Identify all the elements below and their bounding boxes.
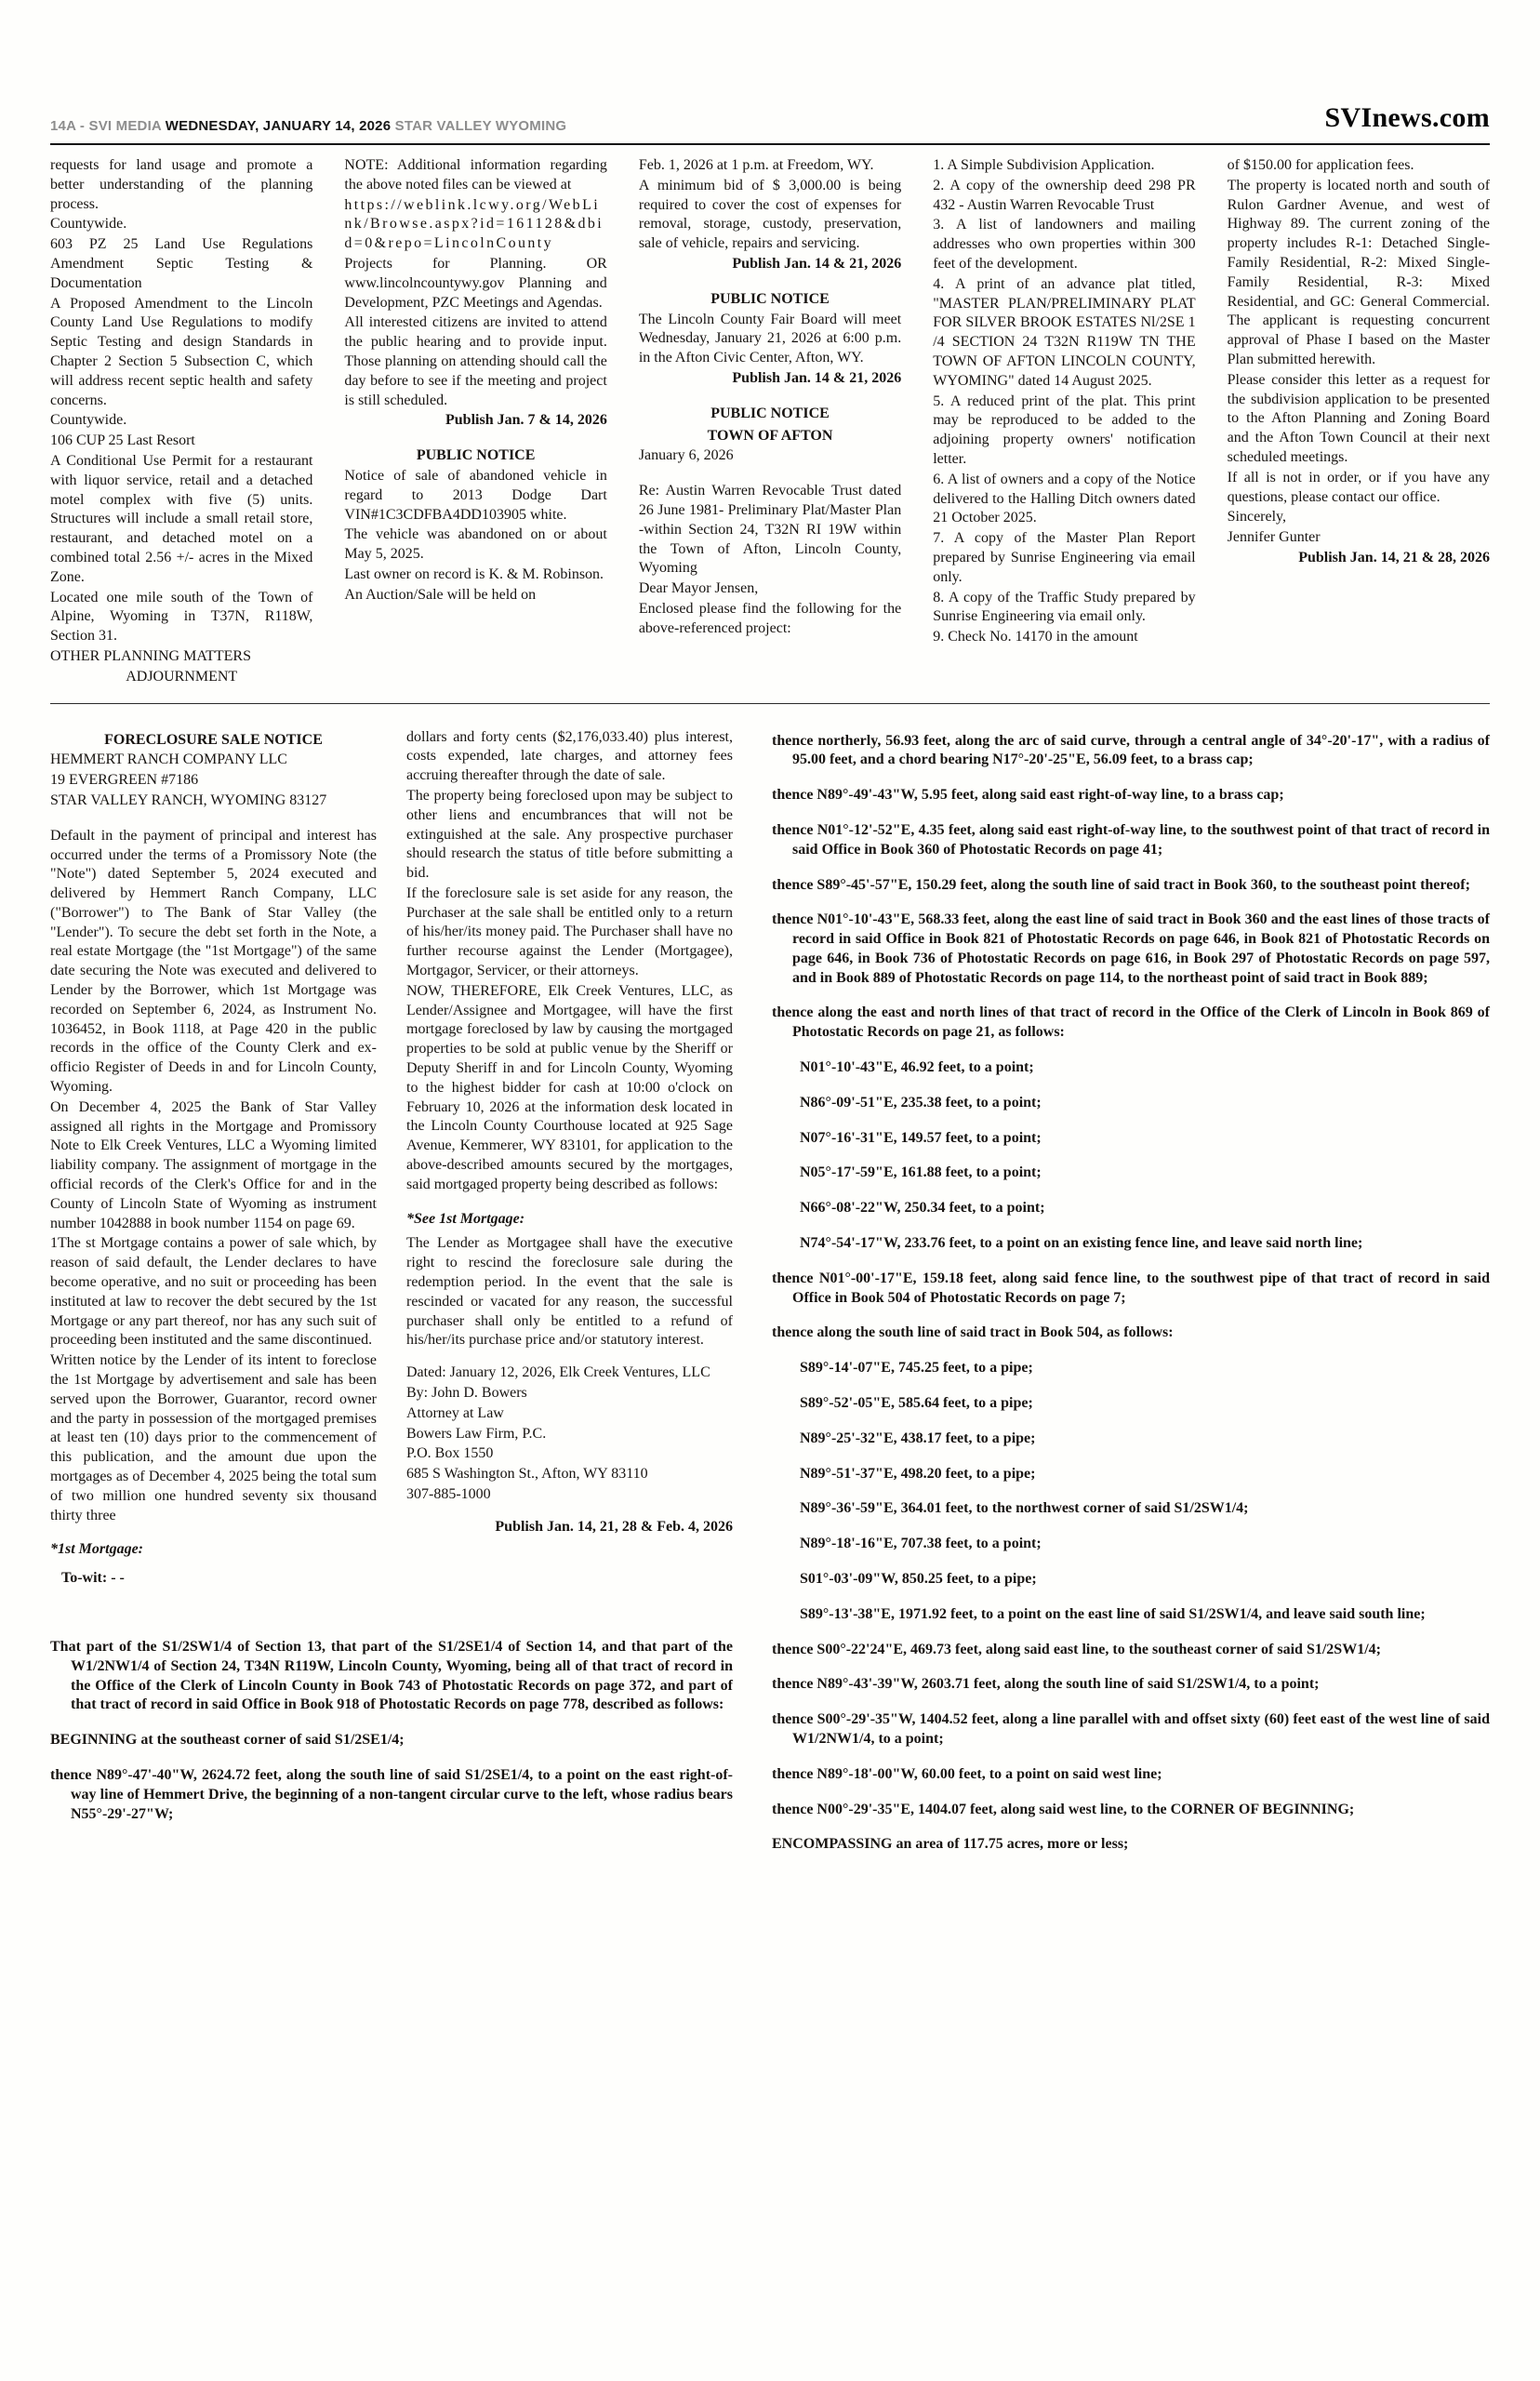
paragraph: 3. A list of landowners and mailing addresses who own properties within 300 feet of the development.: [933, 217, 1196, 272]
foreclosure-column-2: [406, 728, 733, 1590]
paragraph: A minimum bid of $ 3,000.00 is being required to cover the cost of expenses for removal, storage, custody, preservation, sale of vehicle, repairs and servicing.: [638, 177, 902, 252]
legal-description-line: N89°-36'-59"E, 364.01 feet, to the northwest corner of said S1/2SW1/4;: [800, 1500, 1249, 1517]
legal-description-line: S01°-03'-09"W, 850.25 feet, to a pipe;: [800, 1571, 1037, 1588]
issue-date: WEDNESDAY, JANUARY 14, 2026: [165, 118, 392, 134]
legal-description-left-block: [50, 1638, 733, 1824]
publish-line: Publish Jan. 7 & 14, 2026: [445, 412, 607, 429]
page-header: [50, 0, 1490, 134]
paragraph: The vehicle was abandoned on or about May 5, 2025.: [344, 526, 607, 563]
page-number-label: 14A - SVI MEDIA: [50, 118, 162, 134]
legal-description-line: thence S00°-29'-35"W, 1404.52 feet, along a line parallel with and offset sixty (60) feet east of the west line of said W1/2NW1/4, to a point;: [772, 1711, 1490, 1748]
paragraph: ADJOURNMENT: [126, 668, 238, 685]
paragraph: OTHER PLANNING MATTERS: [50, 647, 251, 664]
notice-url: https://weblink.lcwy.org/WebLink/Browse.aspx?id=161128&dbid=0&repo=LincolnCounty: [344, 196, 604, 252]
paragraph: Feb. 1, 2026 at 1 p.m. at Freedom, WY.: [638, 157, 874, 173]
notice-column-4: [933, 156, 1195, 688]
paragraph: 106 CUP 25 Last Resort: [50, 432, 195, 449]
paragraph: 307-885-1000: [406, 1486, 491, 1502]
paragraph: Projects for Planning. OR www.lincolncountywy.gov Planning and Development, PZC Meetings and Agendas.: [344, 255, 607, 311]
publish-line: Publish Jan. 14 & 21, 2026: [732, 369, 902, 386]
paragraph: The property being foreclosed upon may be subject to other liens and encumbrances that will not be extinguished at the sale. Any prospective purchaser should research the status of title before submitting a bid.: [406, 787, 733, 882]
legal-description-line: N89°-25'-32"E, 438.17 feet, to a pipe;: [800, 1430, 1036, 1446]
paragraph: Enclosed please find the following for the above-referenced project:: [638, 600, 902, 636]
paragraph: An Auction/Sale will be held on: [344, 586, 537, 603]
mortgage-reference-label: *1st Mortgage:: [50, 1541, 143, 1558]
legal-description-line: thence N89°-49'-43"W, 5.95 feet, along said east right-of-way line, to a brass cap;: [772, 787, 1284, 804]
legal-description-line: thence N01°-00'-17"E, 159.18 feet, along said fence line, to the southwest pipe of that tract of record in said Office in Book 504 of Photostatic Records on page 7;: [772, 1270, 1490, 1306]
paragraph: January 6, 2026: [638, 447, 734, 464]
publish-line: Publish Jan. 14, 21, 28 & Feb. 4, 2026: [495, 1518, 733, 1535]
legal-description-line: thence along the south line of said tract in Book 504, as follows:: [772, 1324, 1174, 1341]
paragraph: Attorney at Law: [406, 1404, 504, 1421]
paragraph: P.O. Box 1550: [406, 1445, 494, 1462]
legal-description-line: thence N01°-12'-52"E, 4.35 feet, along said east right-of-way line, to the southwest point of that tract of record in said Office in Book 360 of Photostatic Records on page 41;: [772, 821, 1490, 858]
paragraph: Countywide.: [50, 412, 127, 429]
legal-description-line: thence N89°-47'-40"W, 2624.72 feet, along the south line of said S1/2SE1/4, to a point on the east right-of-way line of Hemmert Drive, the beginning of a non-tangent circular curve to the left, whose radius bears N55°-29'-27"W;: [50, 1766, 733, 1822]
legal-description-line: S89°-13'-38"E, 1971.92 feet, to a point on the east line of said S1/2SW1/4, and leave said south line;: [800, 1605, 1426, 1622]
paragraph: Jennifer Gunter: [1227, 529, 1321, 546]
paragraph: 6. A list of owners and a copy of the Notice delivered to the Halling Ditch owners dated 21 October 2025.: [933, 471, 1196, 526]
legal-description-line: N66°-08'-22"W, 250.34 feet, to a point;: [800, 1200, 1045, 1217]
paragraph: Dear Mayor Jensen,: [638, 580, 759, 597]
notice-column-3: [639, 156, 901, 688]
to-wit-label: To-wit: - -: [61, 1570, 125, 1587]
paragraph: A Conditional Use Permit for a restaurant with liquor service, retail and a detached motel complex with five (5) units. Structures will include a small retail store, restaurant, and detached motel on a combined total 2.56 +/- acres in the Mixed Zone.: [50, 452, 313, 585]
paragraph: If all is not in order, or if you have any questions, please contact our office.: [1227, 469, 1491, 505]
paragraph: Bowers Law Firm, P.C.: [406, 1425, 547, 1442]
legal-description-line: N89°-51'-37"E, 498.20 feet, to a pipe;: [800, 1465, 1036, 1482]
legal-description-line: thence S00°-22'24"E, 469.73 feet, along said east line, to the southeast corner of said S1/2SW1/4;: [772, 1641, 1381, 1657]
paragraph: 4. A print of an advance plat titled, "MASTER PLAN/PRELIMINARY PLAT FOR SILVER BROOK ESTATES Nl/2SE 1 /4 SECTION 24 T32N R119W TN THE TOWN OF AFTON LINCOLN COUNTY, WYOMING" dated 14 August 2025.: [933, 275, 1196, 389]
paragraph: Notice of sale of abandoned vehicle in regard to 2013 Dodge Dart VIN#1C3CDFBA4DD103905 white.: [344, 467, 607, 523]
paragraph: Last owner on record is K. & M. Robinson.: [344, 565, 604, 582]
paragraph: 2. A copy of the ownership deed 298 PR 432 - Austin Warren Revocable Trust: [933, 177, 1196, 213]
paragraph: The property is located north and south of Rulon Gardner Avenue, and west of Highway 89. The current zoning of the property includes R-1: Detached Single-Family Residential, R-2: Mixed Single-Family Residential, R-3: Mixed Residential, and GC: General Commercial. The applicant is requesting concurrent approval of Phase I based on the Master Plan submitted herewith.: [1227, 177, 1491, 367]
paragraph: 1The st Mortgage contains a power of sale which, by reason of said default, the Lender declares to have become operative, and no suit or proceeding has been instituted at law to recover the debt secured by the 1st Mortgage or any part thereof, nor has any such suit of proceeding been instituted and the same discontinued.: [50, 1235, 377, 1349]
legal-description-line: That part of the S1/2SW1/4 of Section 13, that part of the S1/2SE1/4 of Section 14, and that part of the W1/2NW1/4 of Section 24, T34N R119W, Lincoln County, Wyoming, being all of that tract of record in the Office of the Clerk of Lincoln County in Book 743 of Photostatic Records on page 372, and part of that tract of record in said Office in Book 918 of Photostatic Records on page 778, described as follows:: [50, 1638, 733, 1713]
paragraph: 8. A copy of the Traffic Study prepared by Sunrise Engineering via email only.: [933, 589, 1196, 625]
region-name: STAR VALLEY WYOMING: [394, 118, 567, 134]
legal-description-line: N89°-18'-16"E, 707.38 feet, to a point;: [800, 1536, 1042, 1552]
legal-description-right-block: [772, 728, 1490, 1871]
notice-column-1: [50, 156, 312, 688]
legal-description-line: thence N89°-43'-39"W, 2603.71 feet, along the south line of said S1/2SW1/4, to a point;: [772, 1676, 1320, 1693]
legal-description-line: N07°-16'-31"E, 149.57 feet, to a point;: [800, 1129, 1042, 1146]
paragraph: By: John D. Bowers: [406, 1385, 527, 1402]
paragraph: Dated: January 12, 2026, Elk Creek Ventures, LLC: [406, 1364, 710, 1381]
public-notices-section: [50, 145, 1490, 688]
foreclosure-columns: [50, 728, 733, 1590]
mortgage-reference-label: *See 1st Mortgage:: [406, 1210, 525, 1227]
paragraph: 5. A reduced print of the plat. This print may be reproduced to be added to the adjoining property owners' notification letter.: [933, 392, 1196, 467]
legal-description-line: thence S89°-45'-57"E, 150.29 feet, along the south line of said tract in Book 360, to the southeast point thereof;: [772, 876, 1470, 893]
legal-description-line: ENCOMPASSING an area of 117.75 acres, more or less;: [772, 1836, 1129, 1853]
notice-heading: PUBLIC NOTICE: [416, 447, 536, 464]
paragraph: Please consider this letter as a request for the subdivision application to be presented to the Afton Planning and Zoning Board and the Afton Town Council at their next scheduled meetings.: [1227, 371, 1491, 465]
paragraph: Written notice by the Lender of its intent to foreclose the 1st Mortgage by advertisement and sale has been served upon the Borrower, Guarantor, record owner and the party in possession of the mortgaged premises at least ten (10) days prior to the commencement of this publication, and the amount due upon the mortgages as of December 4, 2025 being the total sum of two million one hundred seventy six thousand thirty three: [50, 1352, 377, 1523]
paragraph: 9. Check No. 14170 in the amount: [933, 629, 1138, 645]
paragraph: dollars and forty cents ($2,176,033.40) plus interest, costs expended, late charges, and attorney fees accruing thereafter through the date of sale.: [406, 728, 733, 784]
paragraph: All interested citizens are invited to attend the public hearing and to provide input. Those planning on attending should call the day before to see if the meeting and project is still scheduled.: [344, 314, 607, 408]
legal-description-line: thence N01°-10'-43"E, 568.33 feet, along the east line of said tract in Book 360 and the east lines of those tracts of record in said Office in Book 821 of Photostatic Records on page 646, in Book 821 of Photostatic Records on page 646, in Book 736 of Photostatic Records on page 616, in Book 297 of Photostatic Records on page 597, and in Book 889 of Photostatic Records on page 114, to the northeast point of said tract in Book 889;: [772, 911, 1490, 986]
notice-heading: FORECLOSURE SALE NOTICE: [104, 731, 323, 748]
notice-heading: PUBLIC NOTICE: [710, 290, 830, 307]
site-name: SVInews.com: [1324, 102, 1490, 133]
paragraph: 685 S Washington St., Afton, WY 83110: [406, 1466, 648, 1483]
notice-heading: PUBLIC NOTICE: [710, 405, 830, 421]
legal-description-line: N05°-17'-59"E, 161.88 feet, to a point;: [800, 1164, 1042, 1181]
legal-description-line: N01°-10'-43"E, 46.92 feet, to a point;: [800, 1059, 1034, 1076]
notice-column-5: [1228, 156, 1490, 688]
notice-heading: TOWN OF AFTON: [707, 427, 833, 444]
paragraph: 603 PZ 25 Land Use Regulations Amendment Septic Testing & Documentation: [50, 236, 313, 291]
paragraph: 7. A copy of the Master Plan Report prepared by Sunrise Engineering via email only.: [933, 530, 1196, 585]
legal-description-line: thence N89°-18'-00"W, 60.00 feet, to a point on said west line;: [772, 1765, 1162, 1782]
publish-line: Publish Jan. 14, 21 & 28, 2026: [1298, 549, 1491, 565]
paragraph: NOTE: Additional information regarding the above noted files can be viewed at: [344, 157, 607, 193]
paragraph: Default in the payment of principal and interest has occurred under the terms of a Promissory Note (the "Note") dated September 5, 2024 executed and delivered by Hemmert Ranch Company, LLC ("Borrower") to The Bank of Star Valley (the "Lender"). To secure the debt set forth in the Note, a real estate Mortgage (the "1st Mortgage") of the same date securing the Note was executed and delivered to Lender by the Borrower, which 1st Mortgage was recorded on September 6, 2024, as Instrument No. 1036452, in Book 1118, at Page 420 in the public records in the office of the County Clerk and ex-officio Register of Deeds in and for Lincoln County, Wyoming.: [50, 827, 377, 1096]
paragraph: If the foreclosure sale is set aside for any reason, the Purchaser at the sale shall be entitled only to a return of his/her/its money paid. The Purchaser shall have no further recourse against the Lender (Mortgagee), Mortgagor, Servicer, or their attorneys.: [406, 885, 733, 979]
legal-description-line: thence northerly, 56.93 feet, along the arc of said curve, through a central angle of 34°-20'-17", with a radius of 95.00 feet, and a chord bearing N17°-20'-25"E, 56.09 feet, to a brass cap;: [772, 732, 1490, 768]
legal-description-line: thence N00°-29'-35"E, 1404.07 feet, along said west line, to the CORNER OF BEGINNING;: [772, 1801, 1355, 1817]
paragraph: STAR VALLEY RANCH, WYOMING 83127: [50, 791, 327, 808]
legal-description-line: S89°-52'-05"E, 585.64 feet, to a pipe;: [800, 1395, 1033, 1412]
paragraph: 1. A Simple Subdivision Application.: [933, 157, 1155, 173]
paragraph: 19 EVERGREEN #7186: [50, 772, 199, 789]
paragraph: HEMMERT RANCH COMPANY LLC: [50, 752, 287, 768]
foreclosure-notice-section: [50, 703, 1490, 1871]
foreclosure-column-1: [50, 728, 377, 1590]
paragraph: Located one mile south of the Town of Alpine, Wyoming in T37N, R118W, Section 31.: [50, 589, 313, 645]
paragraph: Re: Austin Warren Revocable Trust dated 26 June 1981- Preliminary Plat/Master Plan -within Section 24, T32N RI 19W within the Town of Afton, Lincoln County, Wyoming: [638, 483, 902, 577]
paragraph: A Proposed Amendment to the Lincoln County Land Use Regulations to modify Septic Testing and design Standards in Chapter 2 Section 5 Subsection C, which will address recent septic health and safety concerns.: [50, 295, 313, 408]
legal-description-line: N74°-54'-17"W, 233.76 feet, to a point on an existing fence line, and leave said north line;: [800, 1235, 1363, 1252]
paragraph: On December 4, 2025 the Bank of Star Valley assigned all rights in the Mortgage and Promissory Note to Elk Creek Ventures, LLC a Wyoming limited liability company. The assignment of mortgage in the official records of the Clerk's Office for and in the County of Lincoln State of Wyoming as instrument number 1042888 in book number 1154 on page 69.: [50, 1098, 377, 1231]
publish-line: Publish Jan. 14 & 21, 2026: [732, 255, 902, 272]
paragraph: The Lincoln County Fair Board will meet Wednesday, January 21, 2026 at 6:00 p.m. in the Afton Civic Center, Afton, WY.: [638, 311, 902, 366]
paragraph: Sincerely,: [1227, 509, 1287, 525]
paragraph: requests for land usage and promote a better understanding of the planning process.: [50, 157, 313, 212]
notice-column-2: [344, 156, 606, 688]
legal-description-line: S89°-14'-07"E, 745.25 feet, to a pipe;: [800, 1360, 1033, 1377]
page-info-line: [50, 118, 566, 134]
legal-description-line: N86°-09'-51"E, 235.38 feet, to a point;: [800, 1094, 1042, 1111]
paragraph: of $150.00 for application fees.: [1227, 157, 1414, 173]
legal-description-line: thence along the east and north lines of that tract of record in the Office of the Clerk of Lincoln in Book 869 of Photostatic Records on page 21, as follows:: [772, 1004, 1490, 1041]
paragraph: NOW, THEREFORE, Elk Creek Ventures, LLC, as Lender/Assignee and Mortgagee, will have the first mortgage foreclosed by law by causing the mortgaged properties to be sold at public venue by the Sheriff or Deputy Sheriff in and for Lincoln County, Wyoming to the highest bidder for cash at 10:00 o'clock on February 10, 2026 at the information desk located in the Lincoln County Courthouse located at 925 Sage Avenue, Kemmerer, WY 83101, for application to the above-described amounts secured by the mortgages, said mortgaged property being described as follows:: [406, 982, 733, 1192]
legal-description-line: BEGINNING at the southeast corner of said S1/2SE1/4;: [50, 1732, 405, 1749]
paragraph: Countywide.: [50, 216, 127, 233]
foreclosure-left-area: [50, 728, 733, 1871]
paragraph: The Lender as Mortgagee shall have the executive right to rescind the foreclosure sale during the redemption period. In the event that the sale is rescinded or vacated for any reason, the successful purchaser shall only be entitled to a refund of his/her/its purchase price and/or statutory interest.: [406, 1235, 733, 1349]
